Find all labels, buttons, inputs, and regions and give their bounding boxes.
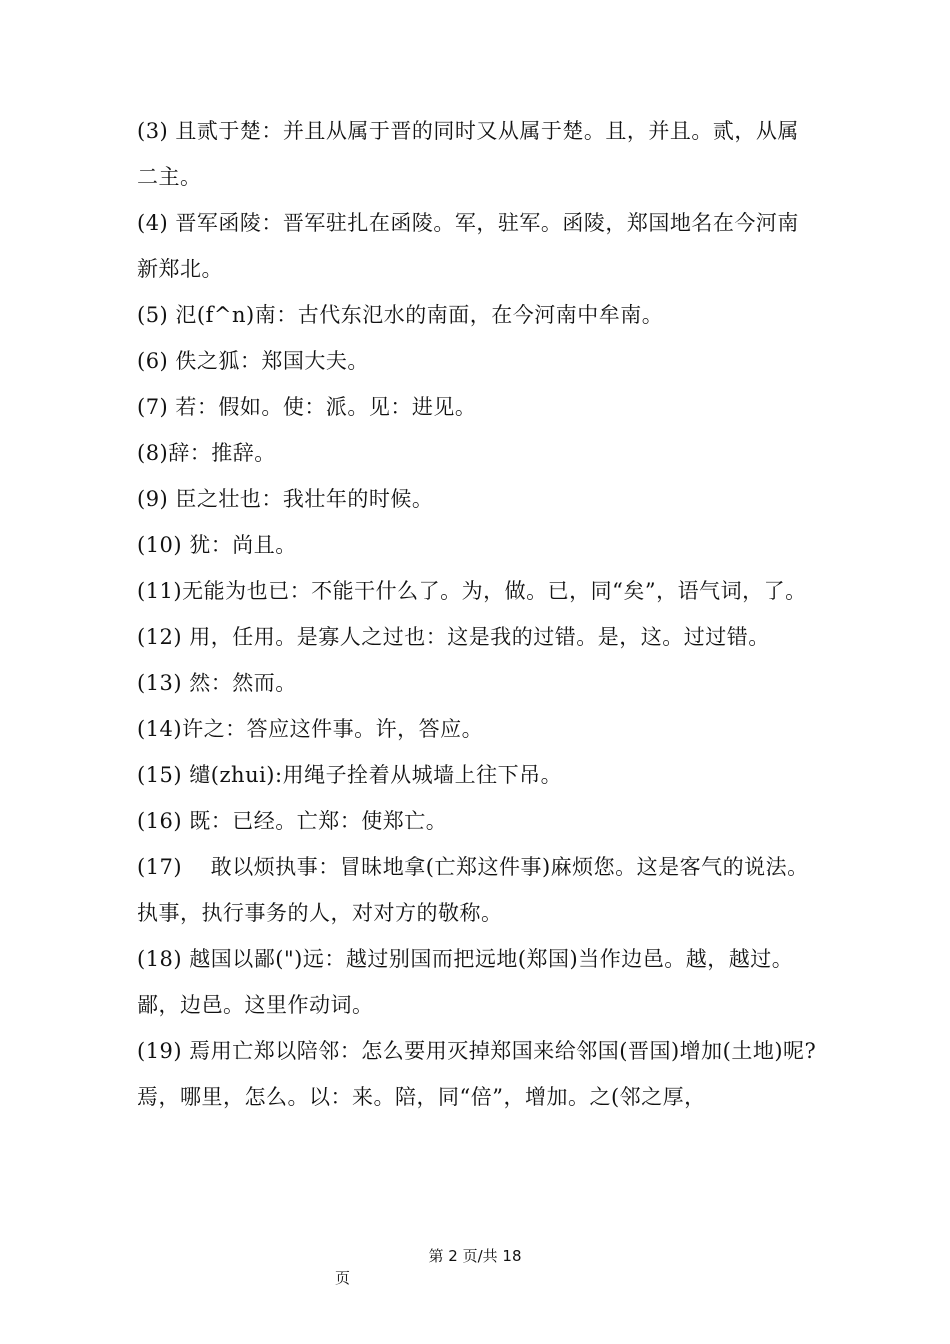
note-19: (19) 焉用亡郑以陪邻：怎么要用灭掉郑国来给邻国(晋国)增加(土地)呢?焉，哪里，怎么。以：来。陪，同“倍”，增加。之(邻之厚， <box>137 1039 817 1109</box>
note-4: (4) 晋军函陵：晋军驻扎在函陵。军，驻军。函陵，郑国地名在今河南新郑北。 <box>137 211 799 281</box>
annotation-list <box>137 108 817 1120</box>
page-footer <box>0 1245 950 1289</box>
note-13: (13) 然：然而。 <box>137 671 297 695</box>
note-9: (9) 臣之壮也：我壮年的时候。 <box>137 487 434 511</box>
note-14: (14)许之：答应这件事。许，答应。 <box>137 717 484 741</box>
note-7: (7) 若：假如。使：派。见：进见。 <box>137 395 477 419</box>
page-number-line2: 页 <box>335 1269 351 1287</box>
note-18: (18) 越国以鄙(")远：越过别国而把远地(郑国)当作边邑。越，越过。鄙，边邑。这里作动词。 <box>137 947 794 1017</box>
note-3: (3) 且贰于楚：并且从属于晋的同时又从属于楚。且，并且。贰，从属二主。 <box>137 119 799 189</box>
note-10: (10) 犹：尚且。 <box>137 533 297 557</box>
note-8: (8)辞：推辞。 <box>137 441 276 465</box>
note-16: (16) 既：已经。亡郑：使郑亡。 <box>137 809 448 833</box>
note-5: (5) 氾(f^n)南：古代东氾水的南面，在今河南中牟南。 <box>137 303 664 327</box>
note-6: (6) 佚之狐：郑国大夫。 <box>137 349 369 373</box>
page-number-line1: 第 2 页/共 18 <box>428 1247 522 1265</box>
note-12: (12) 用，任用。是寡人之过也：这是我的过错。是，这。过过错。 <box>137 625 770 649</box>
note-11: (11)无能为也已：不能干什么了。为，做。已，同“矣”，语气词，了。 <box>137 579 807 603</box>
note-15: (15) 缱(zhui):用绳子拴着从城墙上往下吊。 <box>137 763 563 787</box>
note-17: (17) 敢以烦执事：冒昧地拿(亡郑这件事)麻烦您。这是客气的说法。执事，执行事务的人，对对方的敬称。 <box>137 855 809 925</box>
